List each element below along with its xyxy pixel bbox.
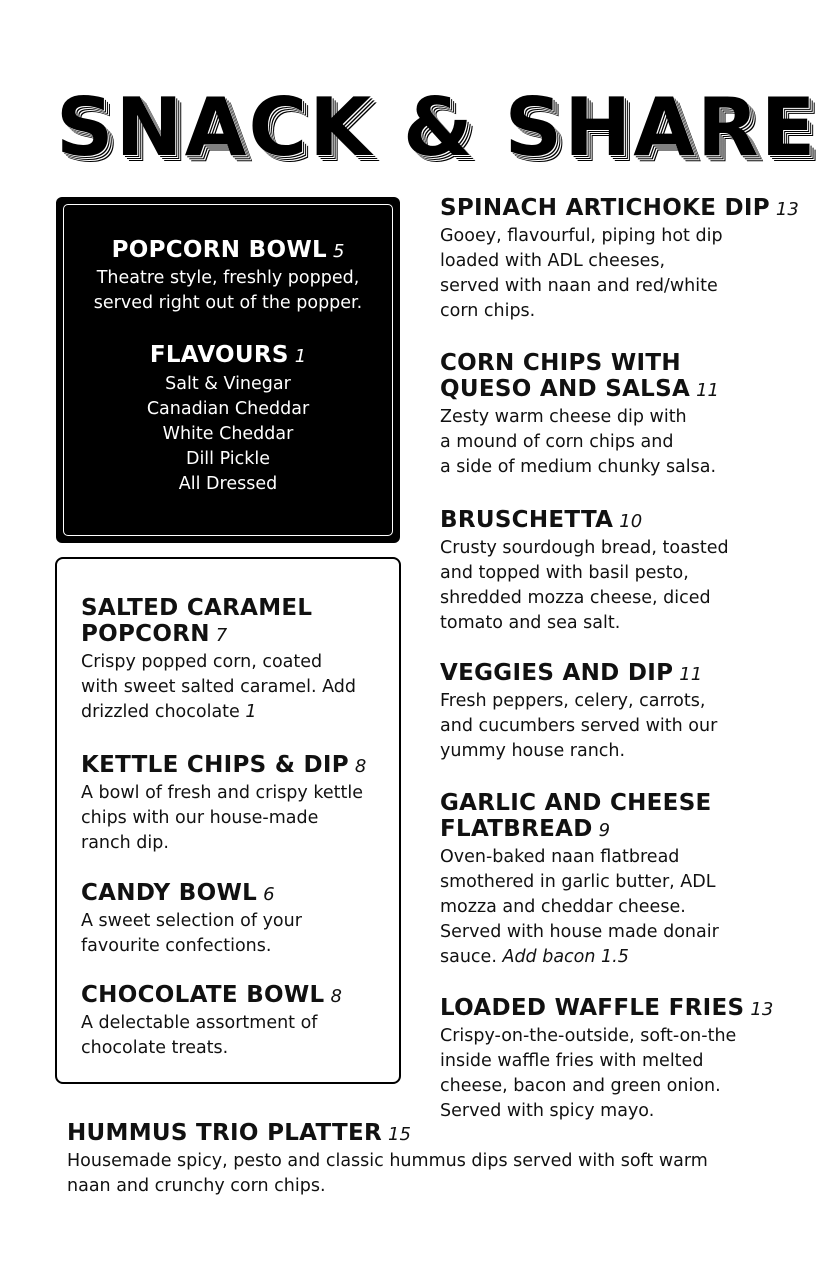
popcorn-bowl-name — [56, 237, 400, 265]
item-desc-text: Oven-baked naan flatbread smothered in garlic butter, ADL mozza and cheddar cheese. Served with house made donair sauce. — [440, 847, 719, 967]
menu-item-salted-caramel-popcorn — [81, 595, 391, 725]
menu-item-desc: Housemade spicy, pesto and classic hummus dips served with soft warm naan and crunchy corn chips. — [67, 1151, 708, 1196]
menu-item-name — [440, 995, 815, 1023]
menu-item-name — [440, 660, 810, 688]
item-price: 6 — [263, 884, 275, 905]
item-title: KETTLE CHIPS & DIP — [81, 752, 349, 778]
menu-item-name — [440, 507, 810, 535]
item-title: GARLIC AND CHEESE FLATBREAD — [440, 790, 712, 842]
menu-item-corn-chips-queso — [440, 350, 810, 480]
flavour-item: All Dressed — [178, 474, 278, 494]
item-price: 13 — [775, 199, 799, 220]
item-title: BRUSCHETTA — [440, 507, 614, 533]
item-price: 11 — [696, 380, 720, 401]
menu-item-name — [81, 982, 391, 1010]
item-price: 9 — [598, 820, 611, 841]
item-title: LOADED WAFFLE FRIES — [440, 995, 745, 1021]
popcorn-content — [56, 237, 400, 497]
popcorn-bowl-desc: Theatre style, freshly popped, served right out of the popper. — [93, 268, 363, 313]
menu-item-name — [440, 350, 810, 404]
menu-item-spinach-artichoke-dip — [440, 195, 810, 324]
flavours-price: 1 — [294, 346, 307, 367]
menu-item-garlic-cheese-flatbread — [440, 790, 810, 970]
item-price: 15 — [388, 1124, 411, 1145]
add-on-price: 1 — [245, 702, 257, 722]
menu-item-name — [81, 595, 391, 649]
flavours-title: FLAVOURS — [149, 342, 289, 368]
item-price: 11 — [679, 664, 703, 685]
popcorn-feature-box — [56, 197, 400, 543]
item-price: 10 — [619, 511, 643, 532]
flavour-item: Canadian Cheddar — [146, 399, 310, 419]
flavours-heading — [56, 342, 400, 370]
flavour-item: Dill Pickle — [185, 449, 271, 469]
item-title: VEGGIES AND DIP — [440, 660, 674, 686]
flavours-list — [56, 372, 400, 497]
menu-item-bruschetta — [440, 507, 810, 636]
add-on-text: Add bacon 1.5 — [502, 947, 629, 967]
menu-item-name — [67, 1120, 797, 1148]
menu-item-desc: A sweet selection of your favourite confections. — [81, 911, 302, 956]
menu-item-name — [81, 880, 391, 908]
item-title: HUMMUS TRIO PLATTER — [67, 1120, 383, 1146]
menu-item-desc: Gooey, flavourful, piping hot dip loaded with ADL cheeses, served with naan and red/white corn chips. — [440, 226, 723, 321]
flavour-item: Salt & Vinegar — [165, 374, 291, 394]
item-title: SALTED CARAMEL POPCORN — [81, 595, 313, 647]
menu-item-desc — [81, 650, 391, 725]
menu-item-chocolate-bowl — [81, 982, 391, 1061]
flavour-item: White Cheddar — [162, 424, 294, 444]
page-title: SNACK & SHARE — [56, 81, 818, 174]
item-title: SPINACH ARTICHOKE DIP — [440, 195, 770, 221]
item-title: CANDY BOWL — [81, 880, 258, 906]
menu-item-desc: Zesty warm cheese dip with a mound of corn chips and a side of medium chunky salsa. — [440, 407, 717, 477]
item-title: CORN CHIPS WITH QUESO AND SALSA — [440, 350, 691, 402]
menu-item-loaded-waffle-fries — [440, 995, 815, 1124]
menu-item-desc: Fresh peppers, celery, carrots, and cucumbers served with our yummy house ranch. — [440, 691, 718, 761]
menu-item-kettle-chips — [81, 752, 391, 856]
menu-item-veggies-and-dip — [440, 660, 810, 764]
item-desc-text: Crispy popped corn, coated with sweet salted caramel. Add drizzled chocolate — [81, 652, 357, 722]
menu-item-desc: A bowl of fresh and crispy kettle chips with our house-made ranch dip. — [81, 783, 363, 853]
menu-item-name — [81, 752, 391, 780]
popcorn-bowl-title: POPCORN BOWL — [111, 237, 327, 263]
item-title: CHOCOLATE BOWL — [81, 982, 325, 1008]
menu-item-desc: Crispy-on-the-outside, soft-on-the inside waffle fries with melted cheese, bacon and green onion. Served with spicy mayo. — [440, 1026, 737, 1121]
menu-item-desc: Crusty sourdough bread, toasted and topped with basil pesto, shredded mozza cheese, diced tomato and sea salt. — [440, 538, 729, 633]
menu-item-hummus-trio-platter — [67, 1120, 797, 1199]
menu-item-name — [440, 195, 810, 223]
menu-item-desc: A delectable assortment of chocolate treats. — [81, 1013, 318, 1058]
menu-item-name — [440, 790, 810, 844]
item-price: 7 — [215, 625, 228, 646]
menu-item-candy-bowl — [81, 880, 391, 959]
item-price: 8 — [354, 756, 367, 777]
item-price: 8 — [330, 986, 342, 1007]
item-price: 13 — [750, 999, 774, 1020]
menu-item-desc — [440, 845, 810, 970]
popcorn-bowl-price: 5 — [332, 241, 345, 262]
